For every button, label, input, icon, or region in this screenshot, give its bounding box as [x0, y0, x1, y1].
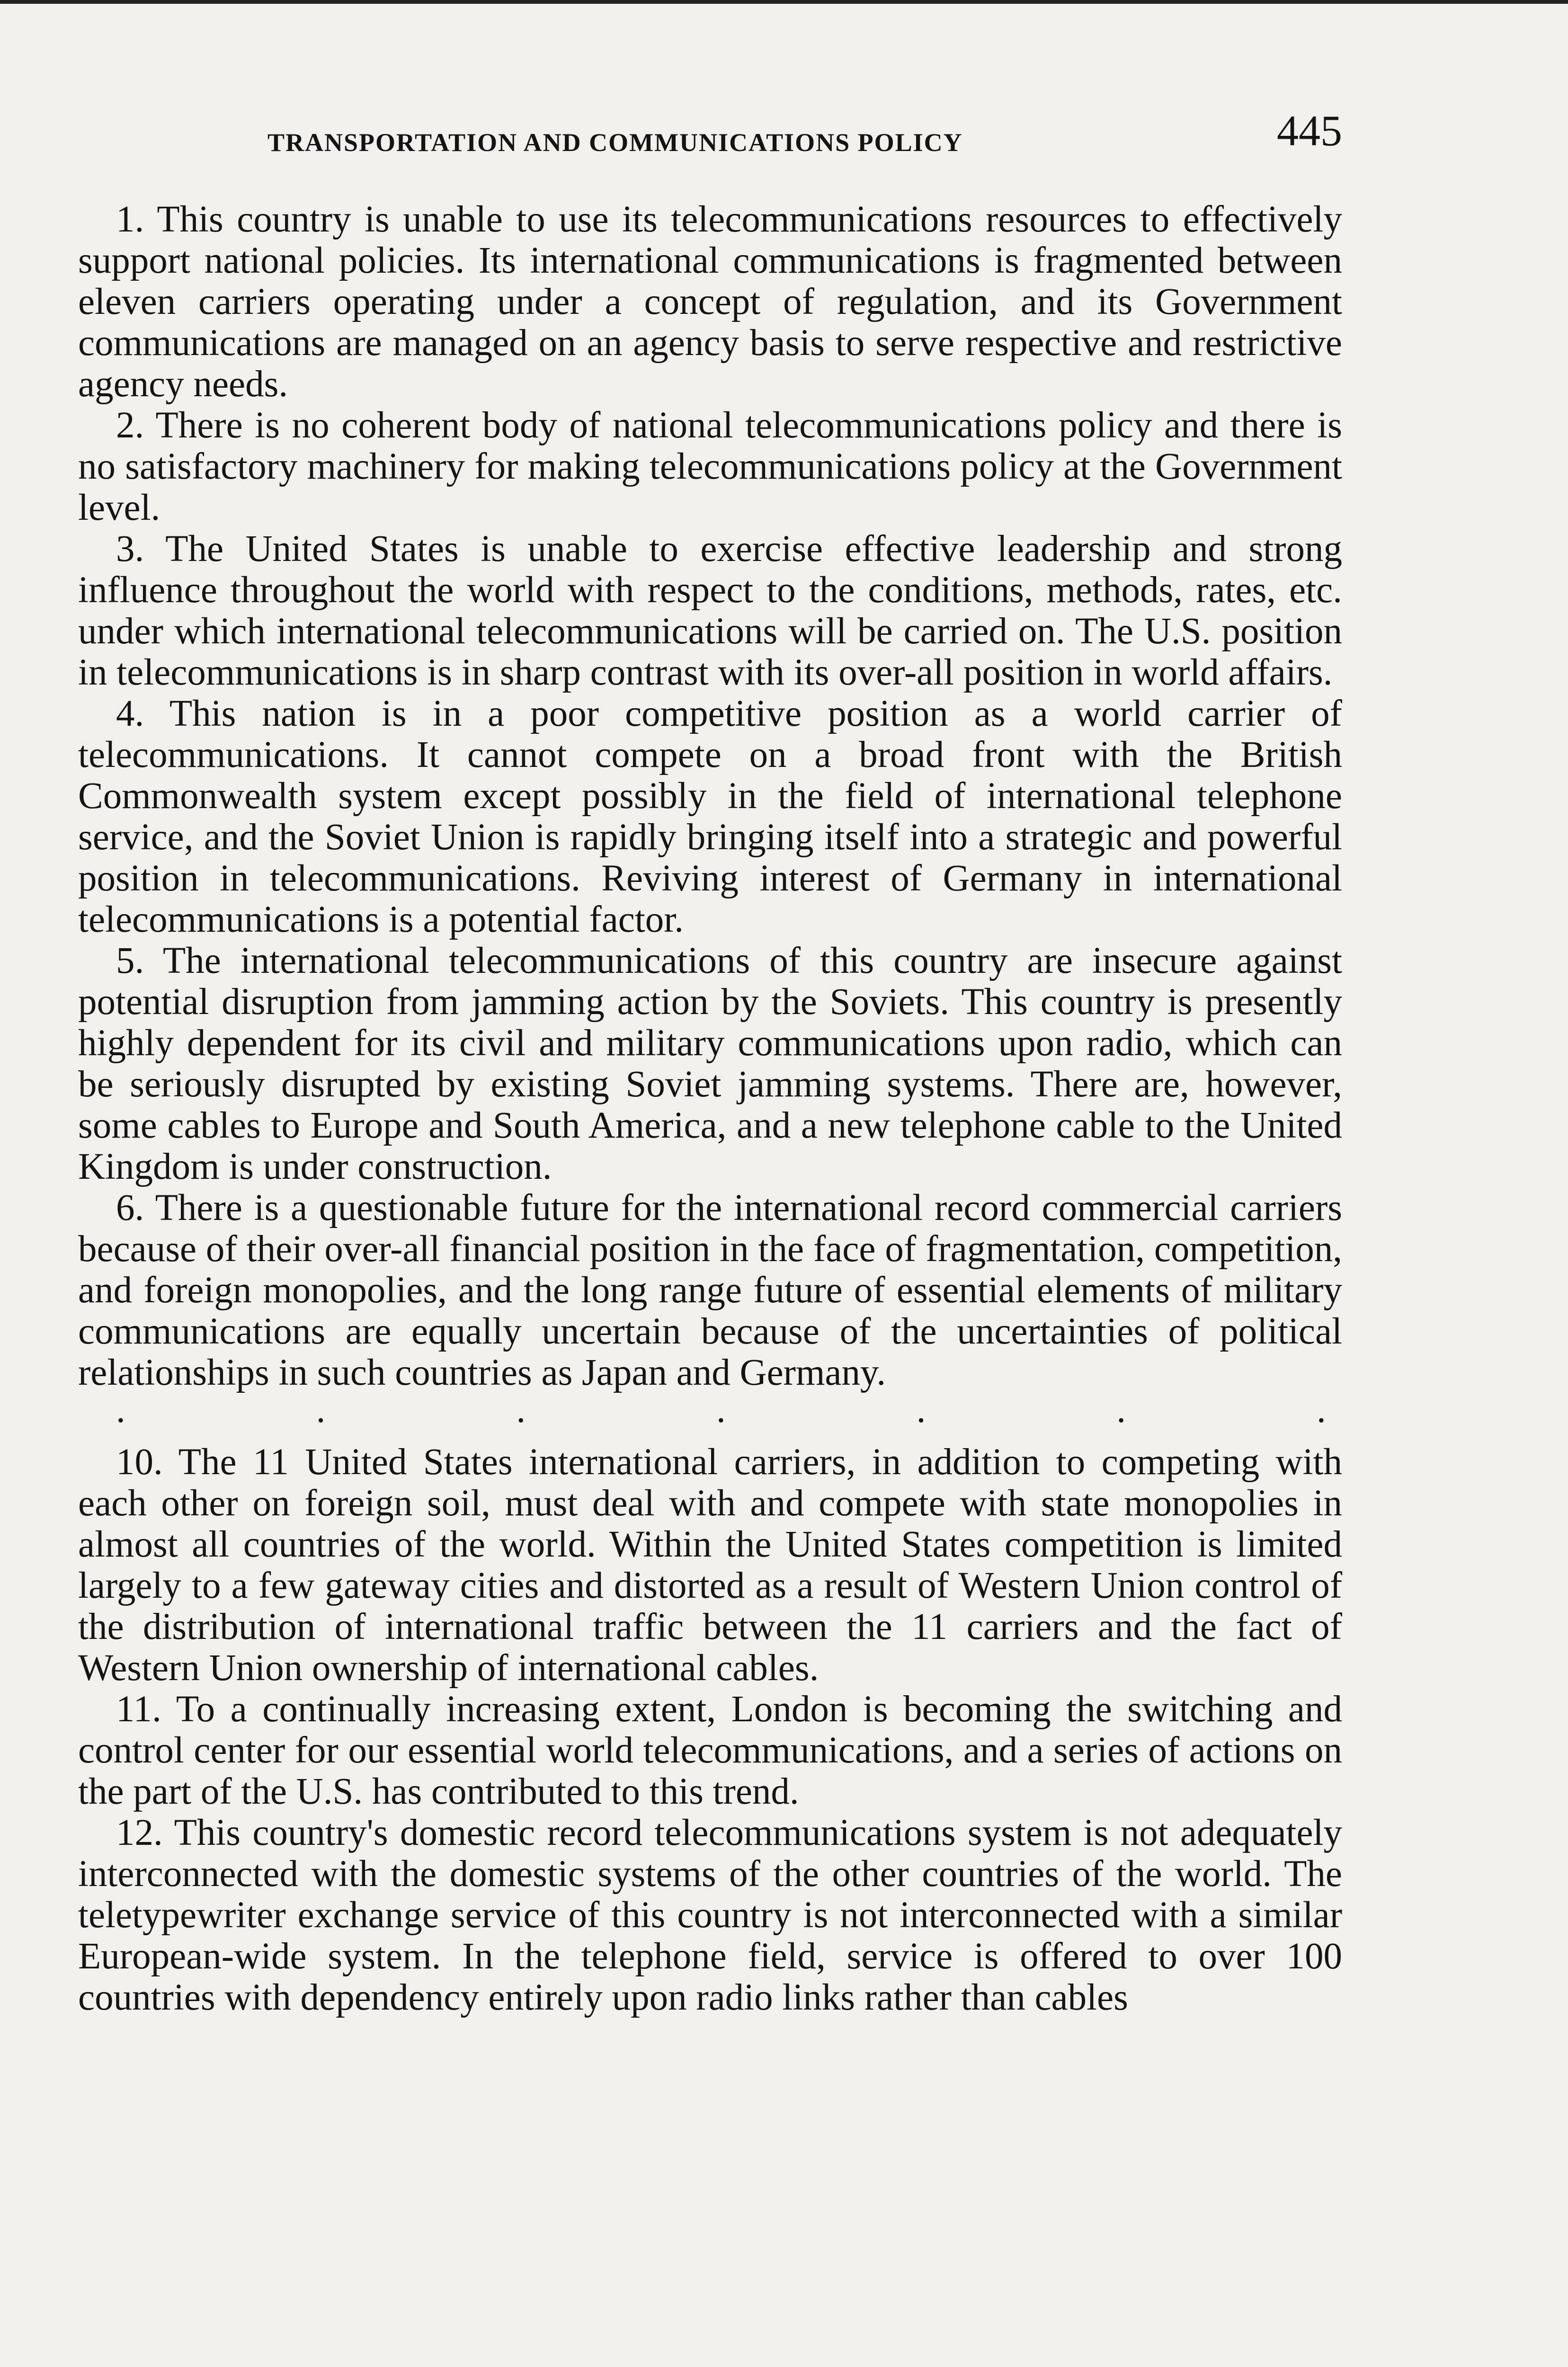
ellipsis-dot: . [1316, 1389, 1326, 1431]
paragraph-2: 2. There is no coherent body of national telecommunications policy and there is no satisfactory machinery for making telecommunications policy at the Government level. [78, 405, 1342, 528]
body-text [78, 199, 1342, 2018]
omission-ellipsis [78, 1389, 1342, 1431]
running-head [0, 109, 1342, 166]
ellipsis-dot: . [116, 1389, 125, 1431]
ellipsis-dot: . [716, 1389, 726, 1431]
paragraph-1: 1. This country is unable to use its telecommunications resources to effectively support national policies. Its international communications is fragmented between eleven carriers operating under a concept of regulation, and its Government communications are managed on an agency basis to serve respective and restrictive agency needs. [78, 199, 1342, 405]
paragraph-4: 4. This nation is in a poor competitive position as a world carrier of telecommunications. It cannot compete on a broad front with the British Commonwealth system except possibly in the field of international telephone service, and the Soviet Union is rapidly bringing itself into a strategic and powerful position in telecommunications. Reviving interest of Germany in international telecommunications is a potential factor. [78, 693, 1342, 940]
running-title: TRANSPORTATION AND COMMUNICATIONS POLICY [267, 128, 963, 157]
document-page [78, 109, 1342, 2018]
paragraph-11: 11. To a continually increasing extent, London is becoming the switching and control center for our essential world telecommunications, and a series of actions on the part of the U.S. has contributed to this trend. [78, 1689, 1342, 1812]
ellipsis-dot: . [316, 1389, 326, 1431]
paragraph-3: 3. The United States is unable to exercise effective leadership and strong influence throughout the world with respect to the conditions, methods, rates, etc. under which international telecommunications will be carried on. The U.S. position in telecommunications is in sharp contrast with its over-all position in world affairs. [78, 528, 1342, 693]
page-number: 445 [1277, 107, 1342, 155]
top-edge-rule [0, 0, 1568, 4]
ellipsis-dot: . [516, 1389, 526, 1431]
paragraph-12: 12. This country's domestic record telecommunications system is not adequately interconnected with the domestic systems of the other countries of the world. The teletypewriter exchange service of this country is not interconnected with a similar European-wide system. In the telephone field, service is offered to over 100 countries with dependency entirely upon radio links rather than cables [78, 1812, 1342, 2018]
ellipsis-dot: . [1116, 1389, 1126, 1431]
paragraph-6: 6. There is a questionable future for the international record commercial carriers because of their over-all financial position in the face of fragmentation, competition, and foreign monopolies, and the long range future of essential elements of military communications are equally uncertain because of the uncertainties of political relationships in such countries as Japan and Germany. [78, 1187, 1342, 1393]
paragraph-10: 10. The 11 United States international carriers, in addition to competing with each other on foreign soil, must deal with and compete with state monopolies in almost all countries of the world. Within the United States competition is limited largely to a few gateway cities and distorted as a result of Western Union control of the distribution of international traffic between the 11 carriers and the fact of Western Union ownership of international cables. [78, 1442, 1342, 1689]
ellipsis-dot: . [916, 1389, 926, 1431]
paragraph-5: 5. The international telecommunications of this country are insecure against potential disruption from jamming action by the Soviets. This country is presently highly dependent for its civil and military communications upon radio, which can be seriously disrupted by existing Soviet jamming systems. There are, however, some cables to Europe and South America, and a new telephone cable to the United Kingdom is under construction. [78, 940, 1342, 1187]
